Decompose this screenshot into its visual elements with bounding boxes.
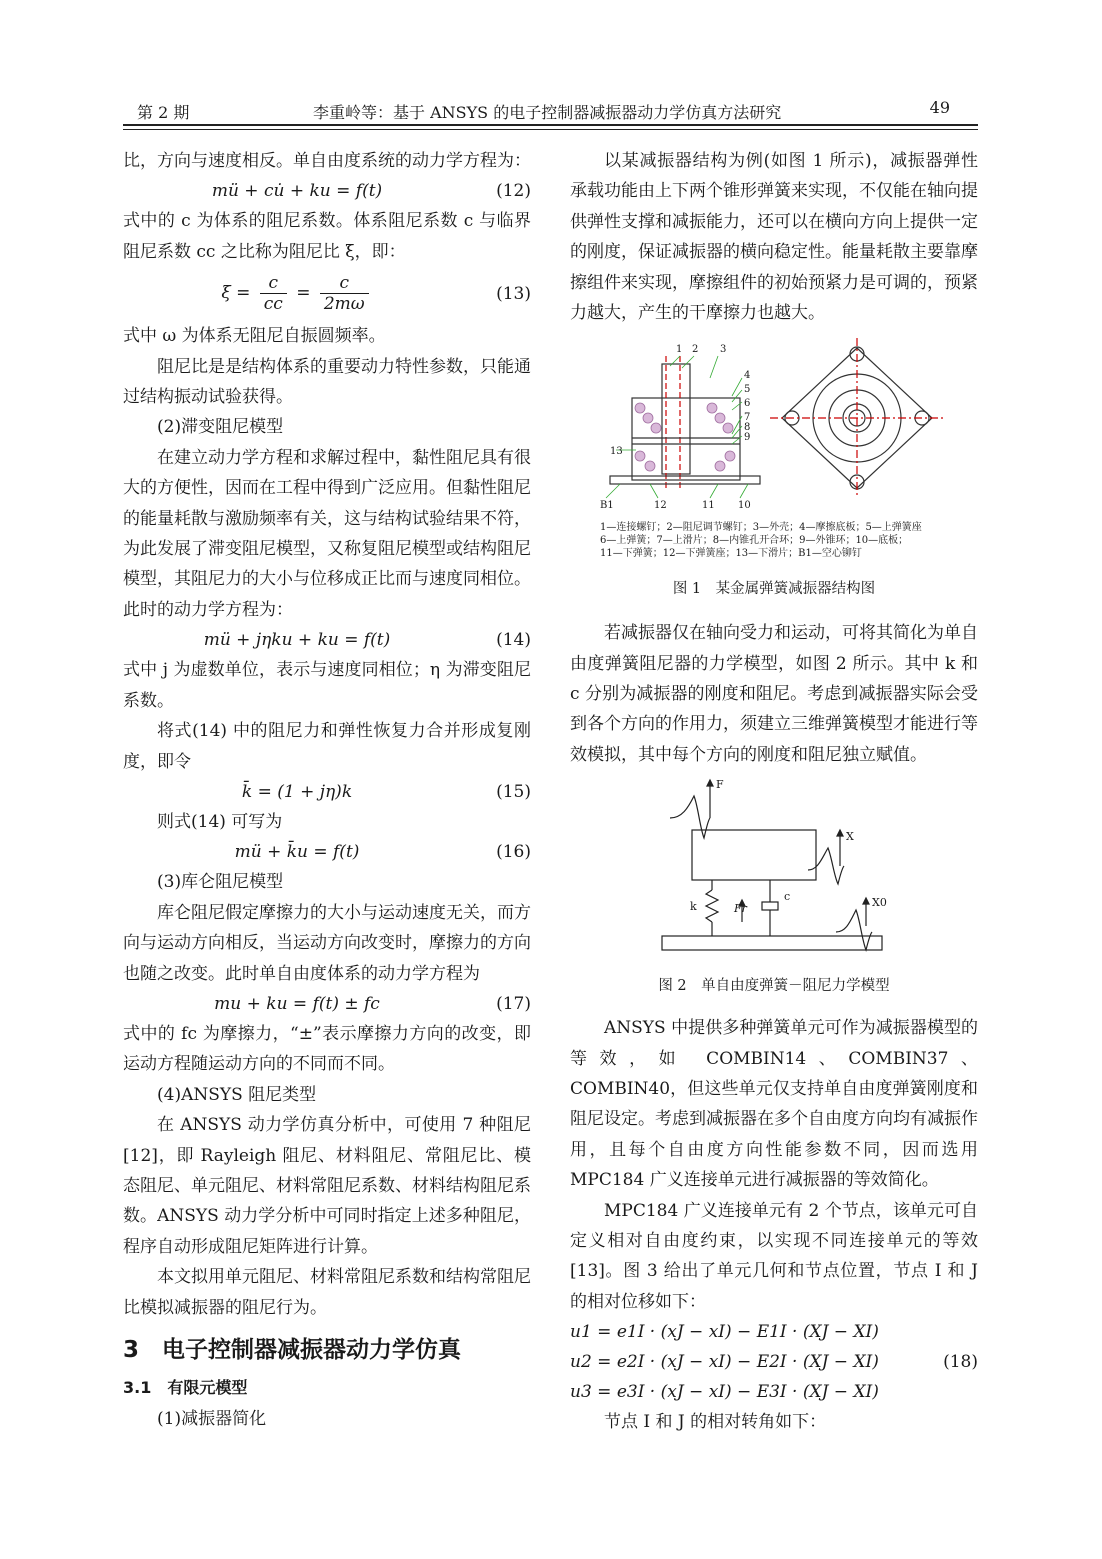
- part-label: B1: [600, 500, 614, 511]
- issue-number: 第 2 期: [137, 103, 190, 122]
- equation-number: (12): [496, 181, 531, 202]
- spring: [706, 890, 718, 922]
- part-label: 2: [692, 344, 699, 356]
- paragraph: 式中的 c 为体系的阻尼系数。体系阻尼系数 c 与临界阻尼系数 cc 之比称为阻尼比 ξ，即：: [123, 211, 531, 262]
- equation-18-line3: u3 = e3I · (xJ − xI) − E3I · (XJ − XI): [570, 1382, 879, 1403]
- paragraph: 阻尼比是是结构体系的重要动力特性参数，只能通过结构振动试验获得。: [123, 356, 531, 408]
- spring-coils: [635, 403, 735, 471]
- sdof-model-drawing: [570, 776, 978, 956]
- subheading: (4)ANSYS 阻尼类型: [157, 1084, 317, 1105]
- equation-expr: [123, 273, 471, 314]
- part-label: 1: [676, 344, 683, 356]
- part-label: 11: [702, 500, 715, 511]
- part-label: 6: [744, 398, 751, 410]
- equation-number: (13): [496, 284, 531, 305]
- mass-block: [692, 830, 816, 880]
- label-k: k: [690, 900, 697, 914]
- equation-expr: mü + cu̇ + ku = f(t): [211, 181, 383, 202]
- figure-caption: 图 2 单自由度弹簧－阻尼力学模型: [658, 977, 890, 994]
- base-plate: [662, 936, 882, 950]
- paragraph: 若减振器仅在轴向受力和运动，可将其简化为单自由度弹簧阻尼器的力学模型，如图 2 所示。其中 k 和 c 分别为减振器的刚度和阻尼。考虑到减振器实际会受到各个方向的作用力，须建立三维弹簧模型才能进行等效模拟，其中每个方向的刚度和阻尼独立赋值。: [570, 623, 978, 765]
- part-label: 5: [744, 384, 751, 396]
- equation-14: [123, 625, 531, 655]
- label-c: c: [784, 890, 791, 904]
- paragraph: 式中 ω 为体系无阻尼自振圆频率。: [123, 326, 386, 347]
- paragraph: 以某减振器结构为例(如图 1 所示)，减振器弹性承载功能由上下两个锥形弹簧来实现，不仅能在轴向提供弹性支撑和减振能力，还可以在横向方向上提供一定的刚度，保证减振器的横向稳定性。能量耗散主要靠摩擦组件来实现，摩擦组件的初始预紧力是可调的，预紧力越大，产生的干摩擦力也越大。: [570, 151, 978, 324]
- equation-12: [123, 176, 531, 206]
- eq13-lhs: ξ =: [221, 283, 251, 304]
- paragraph: 本文拟用单元阻尼、材料常阻尼系数和结构常阻尼比模拟减振器的阻尼行为。: [123, 1267, 531, 1318]
- denominator: 2mω: [323, 294, 365, 315]
- paragraph: 式中的 fc 为摩擦力，“±”表示摩擦力方向的改变，即运动方程随运动方向的不同而不同。: [123, 1023, 531, 1075]
- paragraph: 库仑阻尼假定摩擦力的大小与运动速度无关，而方向与运动方向相反，当运动方向改变时，摩擦力的方向也随之改变。此时单自由度体系的动力学方程为: [123, 902, 531, 984]
- equation-number: (15): [496, 781, 531, 802]
- legend-line: 1—连接螺钉；2—阻尼调节螺钉；3—外壳；4—摩擦底板；5—上弹簧座: [600, 521, 922, 533]
- legend-line: 11—下弹簧；12—下弹簧座；13—下滑片；B1—空心铆钉: [600, 547, 862, 559]
- paragraph: MPC184 广义连接单元有 2 个节点，该单元可自定义相对自由度约束，以实现不同连接单元的等效[13]。图 3 给出了单元几何和节点位置，节点 I 和 J 的相对位移如下：: [570, 1200, 978, 1312]
- eq13-equals: =: [296, 283, 311, 304]
- part-label: 12: [654, 500, 667, 511]
- header-rule: [123, 129, 978, 130]
- paragraph: 比，方向与速度相反。单自由度系统的动力学方程为：: [123, 151, 531, 171]
- paragraph: 节点 I 和 J 的相对转角如下：: [604, 1412, 827, 1433]
- part-label: 7: [744, 412, 751, 424]
- subheading: (1)减振器简化: [157, 1408, 267, 1429]
- label-X: X: [846, 830, 854, 844]
- paragraph: 将式(14) 中的阻尼力和弹性恢复力合并形成复刚度，即令: [123, 721, 531, 772]
- damper: [762, 902, 778, 910]
- equation-number: (16): [496, 842, 531, 863]
- label-X0: X0: [872, 896, 887, 910]
- subheading: (2)滞变阻尼模型: [157, 417, 284, 438]
- equation-15: [123, 777, 531, 807]
- paragraph: 式中 j 为虚数单位，表示与速度同相位；η 为滞变阻尼系数。: [123, 660, 531, 711]
- fraction: [320, 273, 369, 314]
- x-wave: [808, 848, 844, 884]
- paragraph: 则式(14) 可写为: [157, 811, 283, 832]
- denominator: cc: [263, 294, 283, 315]
- subheading: (3)库仑阻尼模型: [157, 872, 284, 893]
- numerator: c: [260, 273, 287, 294]
- equation-expr: k̄ = (1 + jη)k: [241, 781, 353, 802]
- legend-line: 6—上弹簧；7—上滑片；8—内锥孔开合环；9—外锥环；10—底板；: [600, 534, 909, 546]
- section-heading: 3 电子控制器减振器动力学仿真: [123, 1337, 462, 1363]
- equation-expr: mü + k̄u = f(t): [234, 842, 360, 863]
- running-header: [123, 98, 978, 126]
- equation-expr: u2 = e2I · (xJ − xI) − E2I · (XJ − XI): [570, 1352, 879, 1373]
- equation-expr: mü + jηku + ku = f(t): [203, 630, 391, 651]
- paragraph: 在建立动力学方程和求解过程中，黏性阻尼具有很大的方便性，因而在工程中得到广泛应用。但黏性阻尼的能量耗散与激励频率有关，这与结构试验结果不符，为此发展了滞变阻尼模型，又称复阻尼模型或结构阻尼模型，其阻尼力的大小与位移成正比而与速度同相位。此时的动力学方程为：: [123, 447, 531, 620]
- page-number: 49: [929, 98, 950, 117]
- figure-1: [570, 338, 978, 604]
- part-label: 13: [610, 446, 623, 458]
- numerator: c: [320, 273, 369, 294]
- shock-absorber-drawing: [570, 338, 978, 510]
- figure-caption: 图 1 某金属弹簧减振器结构图: [672, 580, 876, 597]
- right-column: [570, 146, 978, 1438]
- paragraph: 在 ANSYS 动力学仿真分析中，可使用 7 种阻尼[12]，即 Rayleigh 阻尼、材料阻尼、常阻尼比、模态阻尼、单元阻尼、材料常阻尼系数、材料结构阻尼系数。ANSYS 动力学分析中可同时指定上述多种阻尼，程序自动形成阻尼矩阵进行计算。: [123, 1115, 531, 1257]
- equation-13: [123, 267, 531, 321]
- equation-number: (14): [496, 630, 531, 651]
- equation-18-line2: [570, 1347, 978, 1377]
- force-wave: [670, 796, 710, 838]
- equation-17: [123, 989, 531, 1019]
- part-label: 3: [720, 344, 727, 356]
- equation-16: [123, 837, 531, 867]
- left-column: [123, 146, 531, 1434]
- equation-expr: mu + ku = f(t) ± fc: [214, 993, 380, 1014]
- fraction: [260, 273, 287, 314]
- running-title: 李重岭等：基于 ANSYS 的电子控制器减振器动力学仿真方法研究: [313, 103, 782, 122]
- equation-18-line1: u1 = e1I · (xJ − xI) − E1I · (XJ − XI): [570, 1322, 879, 1343]
- equation-number: (18): [943, 1352, 978, 1373]
- paragraph: ANSYS 中提供多种弹簧单元可作为减振器模型的等效，如 COMBIN14、COMBIN37、COMBIN40，但这些单元仅支持单自由度弹簧刚度和阻尼设定。考虑到减振器在多个自由度方向均有减振作用，且每个自由度方向性能参数不同，因而选用 MPC184 广义连接单元进行减振器的等效简化。: [570, 1018, 978, 1191]
- part-label: 8: [744, 422, 751, 434]
- plan-view: [770, 338, 944, 498]
- subsection-heading: 3.1 有限元模型: [123, 1378, 248, 1398]
- part-label: 9: [744, 432, 751, 444]
- figure-2: [570, 776, 978, 1001]
- label-Fr: Fr: [734, 902, 747, 916]
- figure-legend: [570, 521, 978, 560]
- equation-number: (17): [496, 993, 531, 1014]
- part-label: 10: [738, 500, 751, 511]
- part-label: 4: [744, 370, 751, 382]
- label-F: F: [716, 778, 724, 792]
